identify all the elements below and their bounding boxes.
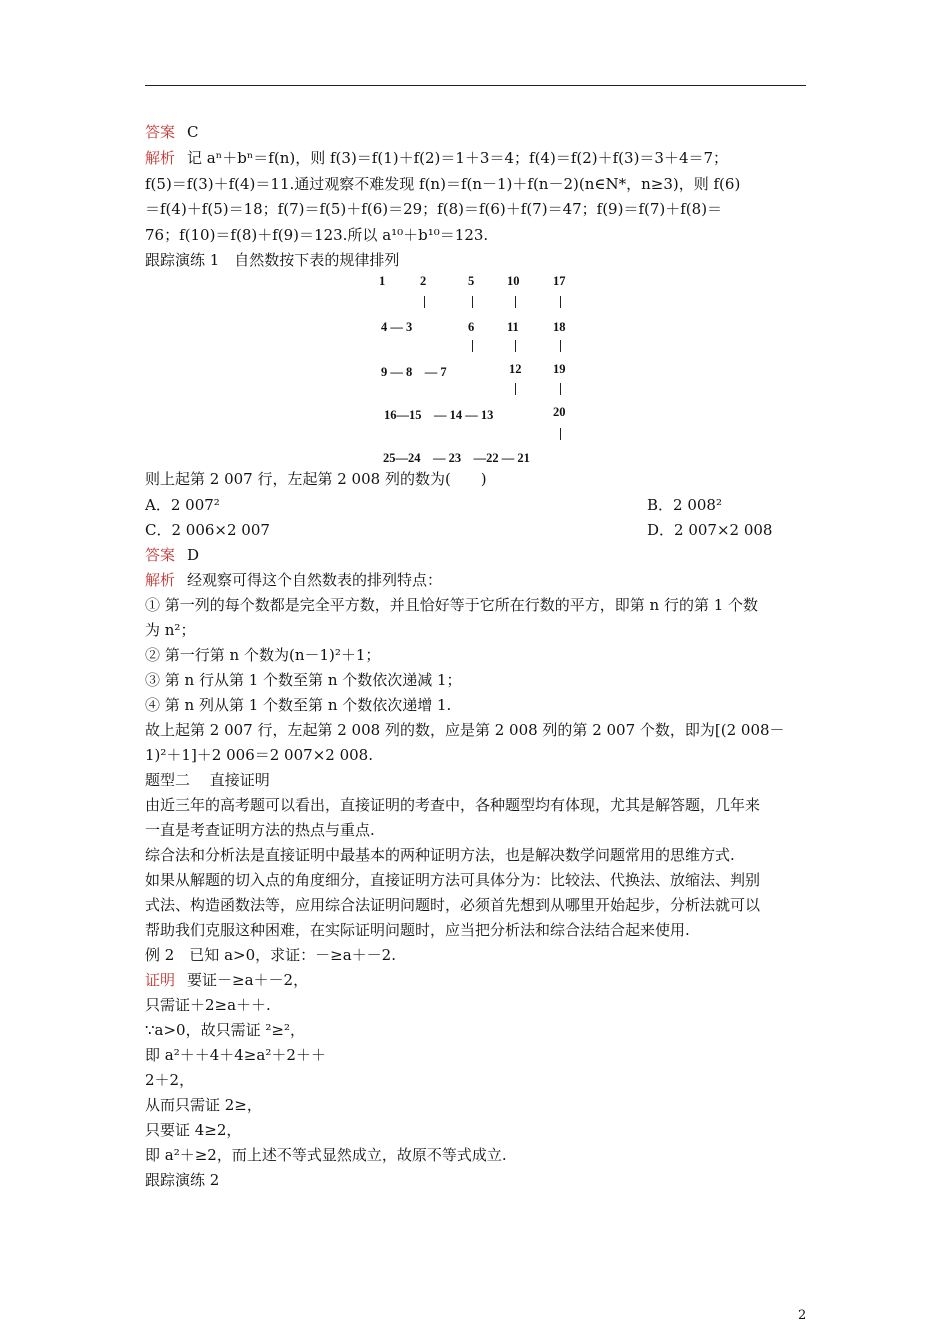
paragraph-line: 由近三年的高考题可以看出，直接证明的考查中，各种题型均有体现，尤其是解答题，几年来: [145, 796, 761, 814]
analysis-label: 解析: [145, 149, 176, 167]
analysis-line: 76；f(10)＝f(8)＋f(9)＝123.所以 a¹⁰＋b¹⁰＝123.: [145, 226, 489, 244]
analysis-line: ＝f(4)＋f(5)＝18；f(7)＝f(5)＋f(6)＝29；f(8)＝f(6)＋f(7)＝47；f(9)＝f(7)＋f(8)＝: [145, 200, 723, 218]
table-cell: 12: [509, 362, 522, 376]
table-cell: 17: [553, 274, 566, 288]
table-connector: [472, 296, 473, 308]
table-connector: [560, 428, 561, 440]
table-cell: 9 — 8 — 7: [381, 365, 447, 379]
table-connector: [424, 296, 425, 308]
paragraph-line: 如果从解题的切入点的角度细分，直接证明方法可具体分为：比较法、代换法、放缩法、判别: [145, 871, 761, 889]
answer-label: 答案: [145, 546, 176, 564]
proof-text: 要证－≥a＋－2，: [187, 971, 309, 989]
table-cell: 10: [507, 274, 520, 288]
proof-line: 即 a²＋≥2，而上述不等式显然成立，故原不等式成立.: [145, 1146, 507, 1164]
page-number: 2: [798, 1308, 807, 1323]
analysis-text: 记 aⁿ＋bⁿ＝f(n)，则 f(3)＝f(1)＋f(2)＝1＋3＝4；f(4)＝f(2)＋f(3)＝3＋4＝7；: [187, 149, 729, 167]
answer-line-1: [145, 122, 810, 142]
analysis-line: 1)²＋1]＋2 006＝2 007×2 008.: [145, 746, 373, 764]
option-a: A．2 007²: [145, 496, 220, 514]
proof-line: ∵a>0，故只需证 ²≥²，: [145, 1021, 305, 1039]
paragraph-line: 综合法和分析法是直接证明中最基本的两种证明方法，也是解决数学问题常用的思维方式.: [145, 846, 735, 864]
analysis-text: 经观察可得这个自然数表的排列特点：: [187, 571, 443, 589]
question-text: 则上起第 2 007 行，左起第 2 008 列的数为( ): [145, 470, 487, 488]
table-connector: [560, 296, 561, 308]
answer-label: 答案: [145, 123, 176, 141]
table-cell: 18: [553, 320, 566, 334]
header-rule: [145, 85, 806, 86]
table-cell: 16—15 — 14 — 13: [384, 408, 494, 422]
option-c: C．2 006×2 007: [145, 521, 270, 539]
practice-title: 跟踪演练 2: [145, 1171, 220, 1189]
table-cell: 11: [507, 320, 519, 334]
analysis-line: [145, 148, 810, 168]
answer-value: C: [187, 123, 199, 141]
answer-line-2: [145, 545, 810, 565]
table-cell: 20: [553, 405, 566, 419]
table-connector: [560, 383, 561, 395]
proof-line: 只需证＋2≥a＋＋.: [145, 996, 271, 1014]
analysis-line: ① 第一列的每个数都是完全平方数，并且恰好等于它所在行数的平方，即第 n 行的第 1 个数: [145, 596, 759, 614]
analysis-line: 为 n²；: [145, 621, 196, 639]
paragraph-line: 帮助我们克服这种困难，在实际证明问题时，应当把分析法和综合法结合起来使用.: [145, 921, 690, 939]
example-title: 例 2 已知 a>0，求证：－≥a＋－2.: [145, 946, 396, 964]
proof-line: 只要证 4≥2，: [145, 1121, 242, 1139]
table-cell: 1: [379, 274, 386, 288]
section-title: 题型二 直接证明: [145, 771, 270, 789]
paragraph-line: 一直是考查证明方法的热点与重点.: [145, 821, 375, 839]
option-b: B．2 008²: [647, 496, 722, 514]
proof-line: 2＋2，: [145, 1071, 195, 1089]
answer-value: D: [187, 546, 200, 564]
table-cell: 19: [553, 362, 566, 376]
table-cell: 4 — 3: [381, 320, 413, 334]
proof-line: 从而只需证 2≥，: [145, 1096, 262, 1114]
practice-title: 跟踪演练 1 自然数按下表的规律排列: [145, 251, 400, 269]
analysis-label: 解析: [145, 571, 176, 589]
table-cell: 2: [420, 274, 427, 288]
table-cell: 25—24 — 23 —22 — 21: [383, 451, 530, 465]
number-table: [370, 268, 580, 468]
analysis-line: ② 第一行第 n 个数为(n－1)²＋1；: [145, 646, 381, 664]
analysis-line: [145, 570, 810, 590]
paragraph-line: 式法、构造函数法等，应用综合法证明问题时，必须首先想到从哪里开始起步，分析法就可以: [145, 896, 761, 914]
analysis-line: ③ 第 n 行从第 1 个数至第 n 个数依次递减 1；: [145, 671, 462, 689]
table-connector: [515, 383, 516, 395]
analysis-line: 故上起第 2 007 行，左起第 2 008 列的数，应是第 2 008 列的第 2 007 个数，即为[(2 008－: [145, 721, 785, 739]
analysis-line: f(5)＝f(3)＋f(4)＝11.通过观察不难发现 f(n)＝f(n－1)＋f(n－2)(n∈N*，n≥3)，则 f(6): [145, 175, 741, 193]
table-connector: [560, 340, 561, 352]
option-d: D．2 007×2 008: [647, 521, 773, 539]
proof-line: [145, 970, 810, 990]
table-connector: [515, 340, 516, 352]
table-connector: [515, 296, 516, 308]
table-connector: [472, 340, 473, 352]
proof-line: 即 a²＋＋4＋4≥a²＋2＋＋: [145, 1046, 326, 1064]
table-cell: 6: [468, 320, 475, 334]
table-cell: 5: [468, 274, 475, 288]
analysis-line: ④ 第 n 列从第 1 个数至第 n 个数依次递增 1.: [145, 696, 452, 714]
proof-label: 证明: [145, 971, 176, 989]
